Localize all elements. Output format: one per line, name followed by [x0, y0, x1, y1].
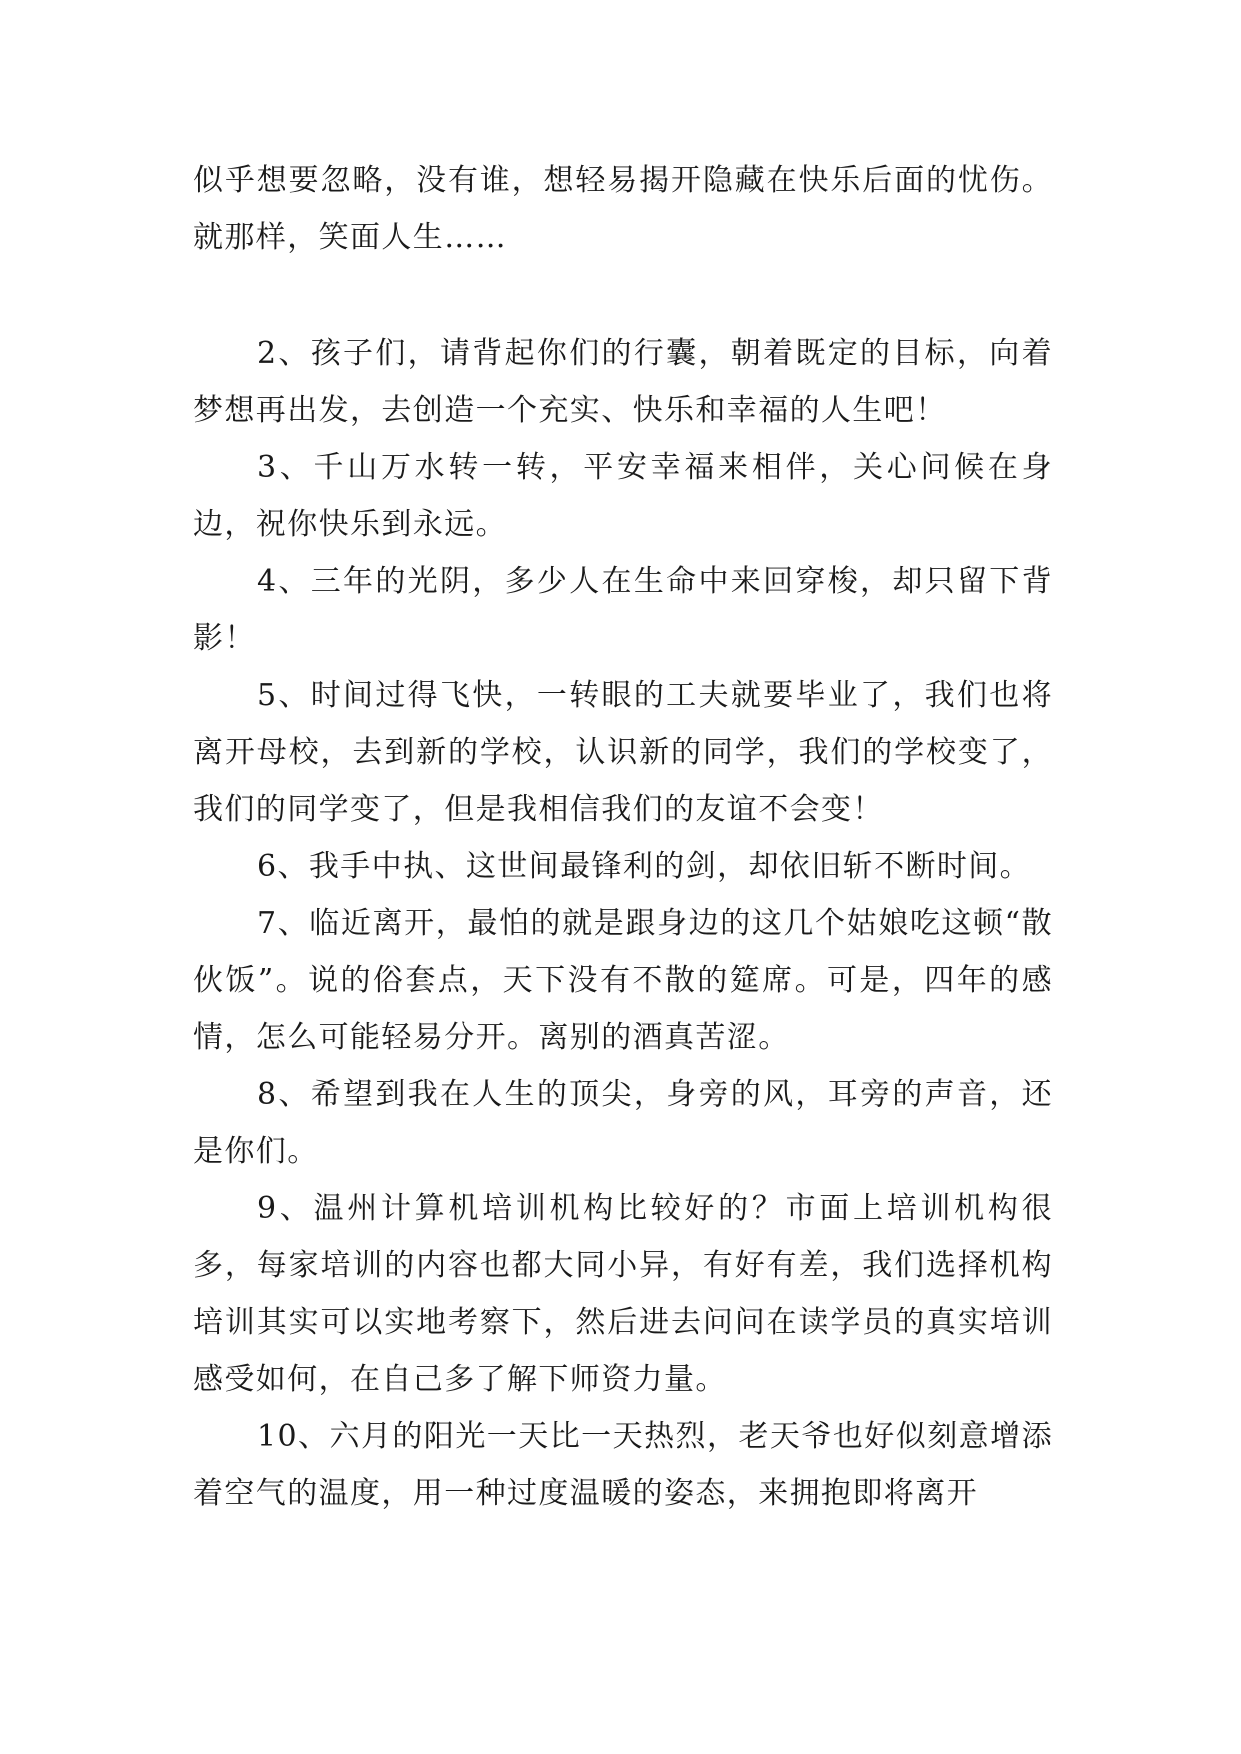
- list-item-10: 10、六月的阳光一天比一天热烈，老天爷也好似刻意增添着空气的温度，用一种过度温暖的姿态，来拥抱即将离开: [193, 1419, 1053, 1511]
- list-item-7: 7、临近离开，最怕的就是跟身边的这几个姑娘吃这顿“散伙饭”。说的俗套点，天下没有不散的筵席。可是，四年的感情，怎么可能轻易分开。离别的酒真苦涩。: [193, 906, 1053, 1055]
- document-body: [193, 152, 1053, 1522]
- list-item-2: 2、孩子们，请背起你们的行囊，朝着既定的目标，向着梦想再出发，去创造一个充实、快乐和幸福的人生吧！: [193, 336, 1053, 428]
- list-item-6: 6、我手中执、这世间最锋利的剑，却依旧斩不断时间。: [257, 849, 1032, 884]
- list-item-9: 9、温州计算机培训机构比较好的？市面上培训机构很多，每家培训的内容也都大同小异，有好有差，我们选择机构培训其实可以实地考察下，然后进去问问在读学员的真实培训感受如何，在自己多了解下师资力量。: [193, 1191, 1053, 1397]
- list-item-8: 8、希望到我在人生的顶尖，身旁的风，耳旁的声音，还是你们。: [193, 1077, 1053, 1169]
- list-item-4: 4、三年的光阴，多少人在生命中来回穿梭，却只留下背影！: [193, 564, 1053, 656]
- list-item-3: 3、千山万水转一转，平安幸福来相伴，关心问候在身边，祝你快乐到永远。: [193, 450, 1053, 542]
- list-item-5: 5、时间过得飞快，一转眼的工夫就要毕业了，我们也将离开母校，去到新的学校，认识新的同学，我们的学校变了，我们的同学变了，但是我相信我们的友谊不会变！: [193, 678, 1053, 827]
- paragraph-gap: [193, 266, 1053, 325]
- continuation-paragraph: 似乎想要忽略，没有谁，想轻易揭开隐藏在快乐后面的忧伤。就那样，笑面人生……: [193, 163, 1053, 255]
